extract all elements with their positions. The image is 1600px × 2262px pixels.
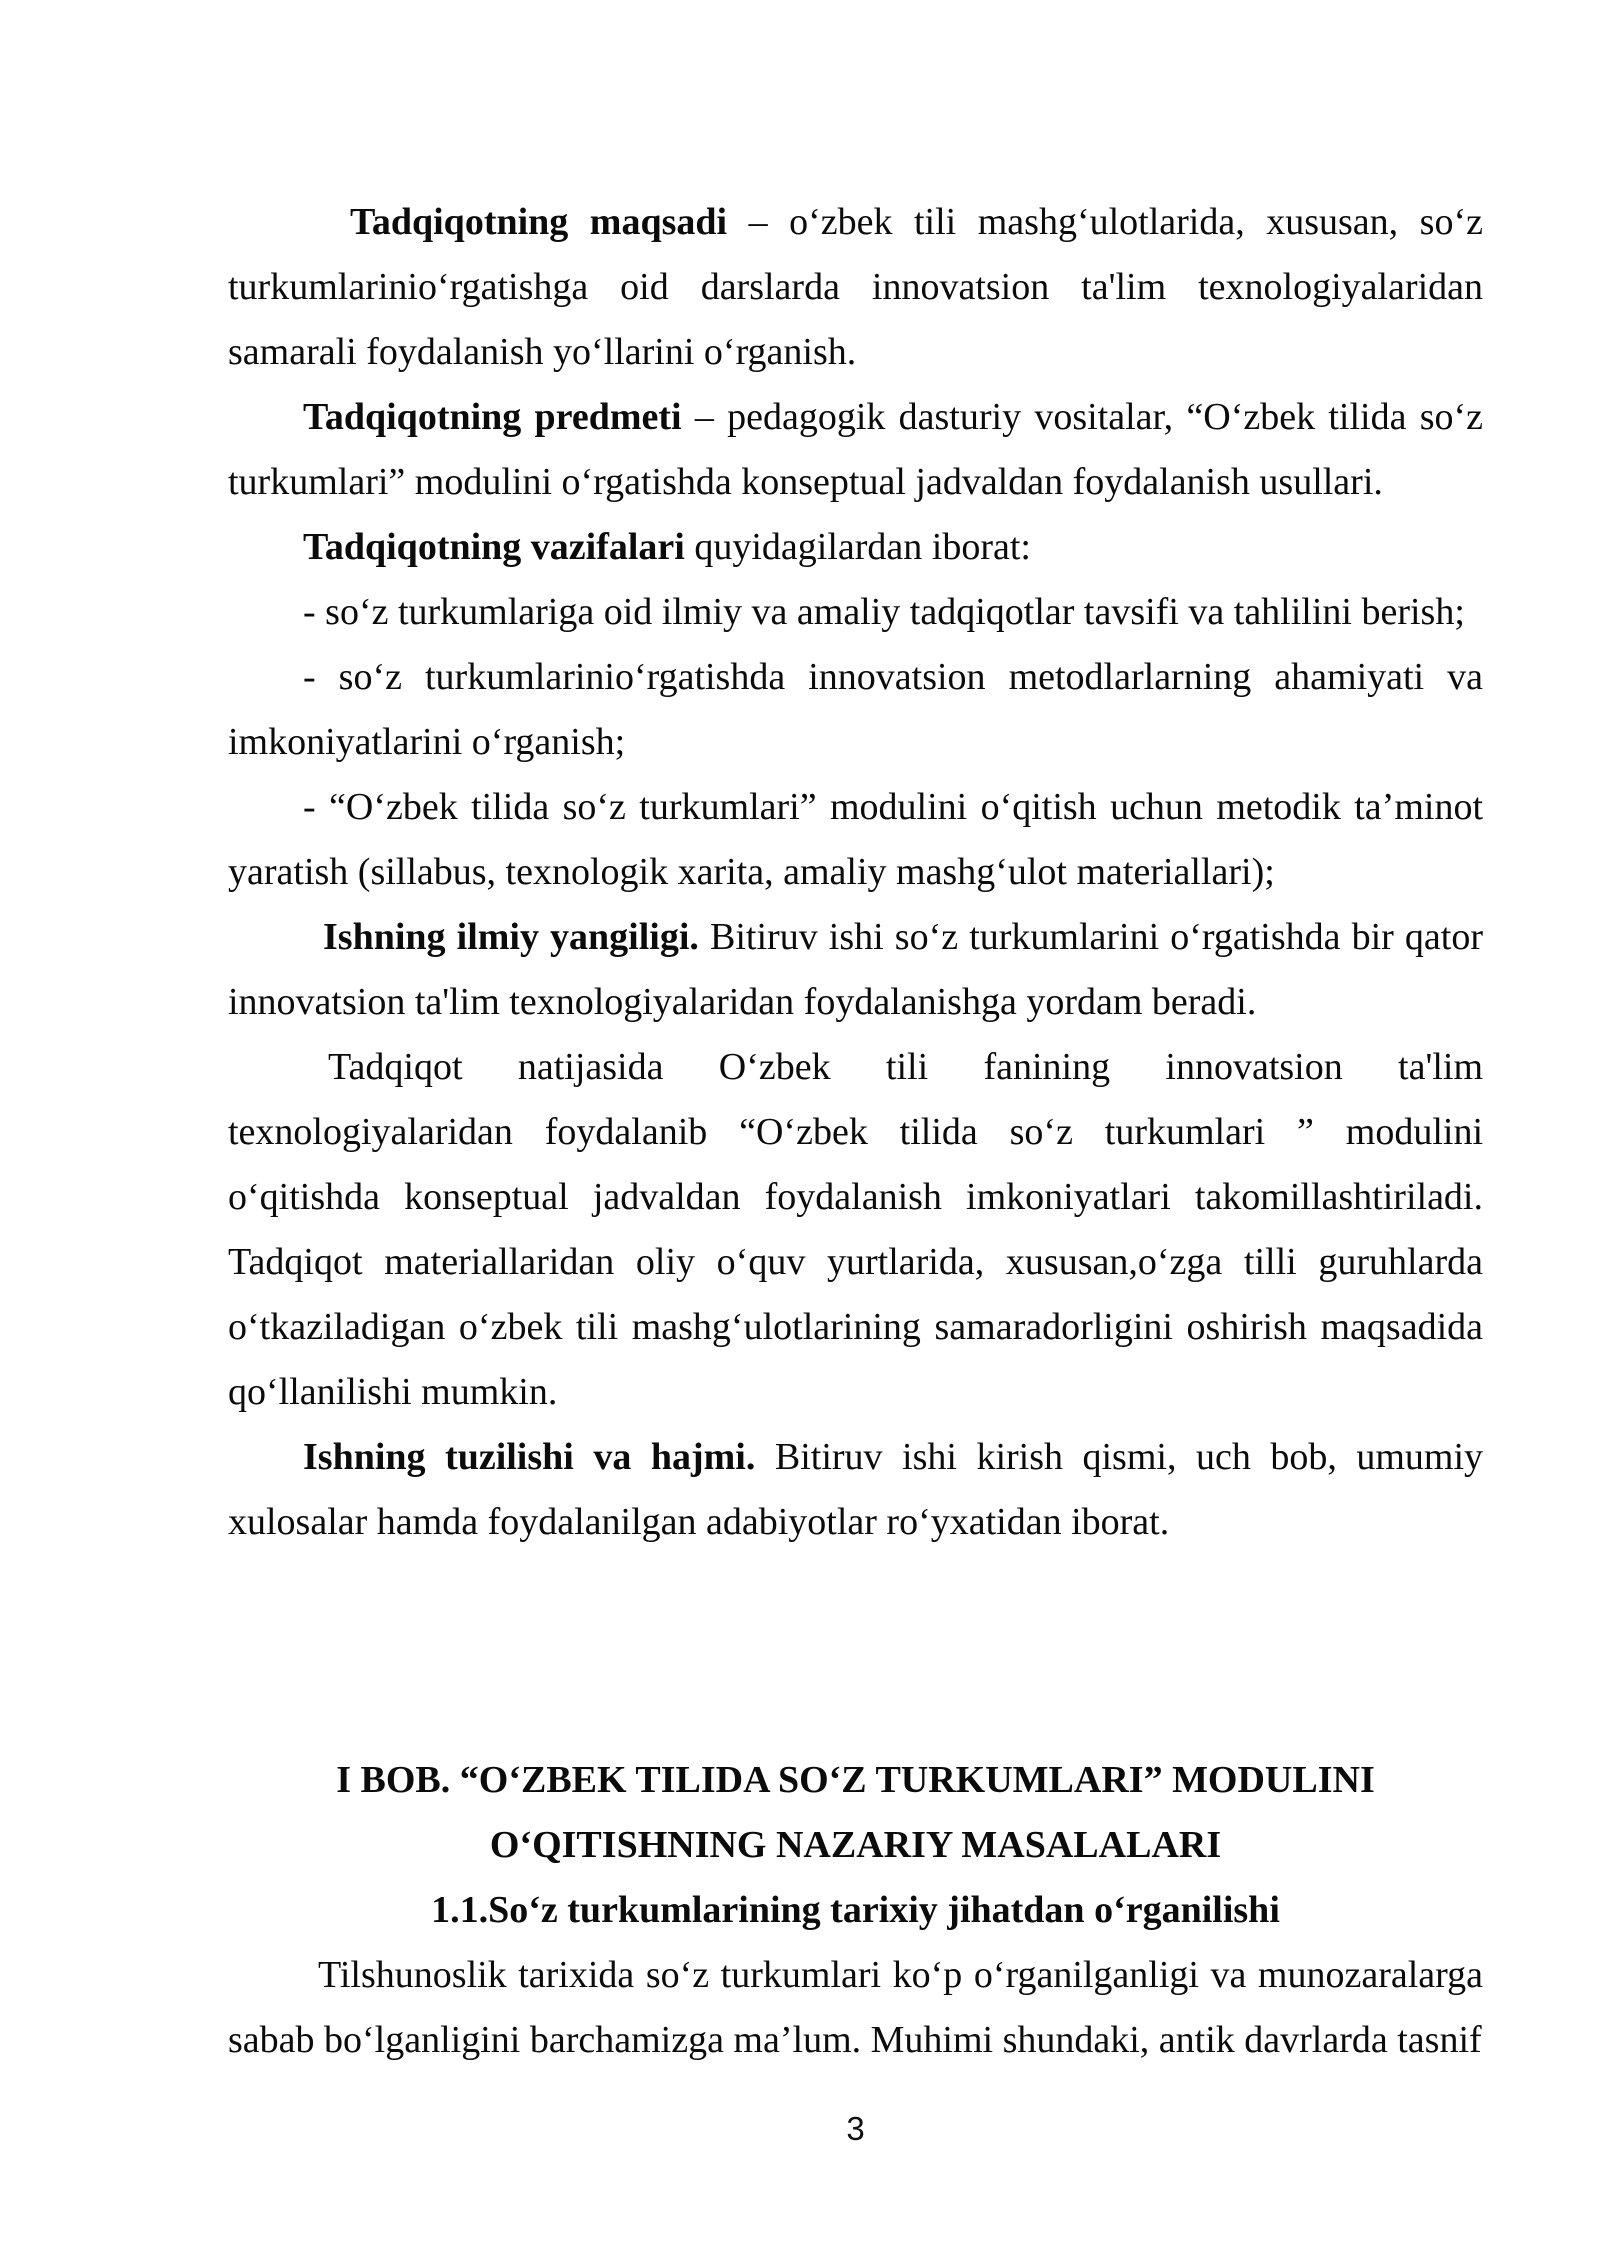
paragraph-lead-bold: Ishning ilmiy yangiligi.: [323, 916, 699, 958]
task-list-item: [228, 645, 1483, 775]
paragraph-text: Tilshunoslik tarixida so‘z turkumlari ko‘p o‘rganilganligi va munozaralarga sabab bo‘lganligini barchamizga ma’lum. Muhimi shundaki, antik davrlarda tasnif: [228, 1954, 1483, 2061]
paragraph-research-results: [228, 1035, 1483, 1425]
paragraph-text: - “O‘zbek tilida so‘z turkumlari” modulini o‘qitish uchun metodik ta’minot yaratish (sillabus, texnologik xarita, amaliy mashg‘ulot materiallari);: [228, 786, 1483, 893]
task-list-item: [228, 580, 1483, 645]
paragraph-scientific-novelty: [228, 905, 1483, 1035]
paragraph-text: Tadqiqot natijasida O‘zbek tili fanining innovatsion ta'lim texnologiyalaridan foydalanib “O‘zbek tilida so‘z turkumlari ” modulini o‘qitishda konseptual jadvaldan foydalanish imkoniyatlari takomillashtiriladi. Tadqiqot materiallaridan oliy o‘quv yurtlarida, xususan,o‘zga tilli guruhlarda o‘tkaziladigan o‘zbek tili mashg‘ulotlarining samaradorligini oshirish maqsadida qo‘llanilishi mumkin.: [228, 1046, 1483, 1413]
page-content: [228, 190, 1483, 2073]
chapter-heading-block: [228, 1748, 1483, 2073]
paragraph-lead-bold: Tadqiqotning vazifalari: [303, 526, 685, 568]
paragraph-research-tasks: [228, 515, 1483, 580]
paragraph-lead-bold: Tadqiqotning predmeti: [303, 396, 682, 438]
chapter-title-line-2: O‘QITISHNING NAZARIY MASALALARI: [489, 1824, 1222, 1866]
paragraph-text: - so‘z turkumlarinio‘rgatishda innovatsion metodlarlarning ahamiyati va imkoniyatlarini o‘rganish;: [228, 656, 1483, 763]
paragraph-text: Bitiruv ishi so‘z turkumlarini o‘rgatishda bir qator innovatsion ta'lim texnologiyalaridan foydalanishga yordam beradi.: [228, 916, 1483, 1023]
page-number: 3: [846, 2110, 865, 2147]
paragraph-lead-bold: Tadqiqotning maqsadi: [350, 201, 728, 243]
paragraph-text: – pedagogik dasturiy vositalar, “O‘zbek tilida so‘z turkumlari” modulini o‘rgatishda konseptual jadvaldan foydalanish usullari.: [228, 396, 1483, 503]
introduction-text-block: [228, 190, 1483, 1748]
paragraph-work-structure: [228, 1425, 1483, 1555]
paragraph-text: Bitiruv ishi kirish qismi, uch bob, umumiy xulosalar hamda foydalanilgan adabiyotlar ro‘yxatidan iborat.: [228, 1436, 1484, 1543]
paragraph-section-intro: [228, 1943, 1483, 2073]
paragraph-research-subject: [228, 385, 1483, 515]
chapter-title-line-1: I BOB. “O‘ZBEK TILIDA SO‘Z TURKUMLARI” MODULINI: [336, 1759, 1375, 1801]
paragraph-text: - so‘z turkumlariga oid ilmiy va amaliy tadqiqotlar tavsifi va tahlilini berish;: [303, 591, 1465, 633]
paragraph-research-aim: [228, 190, 1483, 385]
task-list-item: [228, 775, 1483, 905]
paragraph-lead-bold: Ishning tuzilishi va hajmi.: [303, 1436, 756, 1478]
paragraph-text: quyidagilardan iborat:: [684, 526, 1031, 568]
paragraph-text: – o‘zbek tili mashg‘ulotlarida, xususan, so‘z turkumlarinio‘rgatishga oid darslarda innovatsion ta'lim texnologiyalaridan samarali foydalanish yo‘llarini o‘rganish.: [228, 201, 1483, 373]
section-title: 1.1.So‘z turkumlarining tarixiy jihatdan o‘rganilishi: [431, 1889, 1280, 1931]
